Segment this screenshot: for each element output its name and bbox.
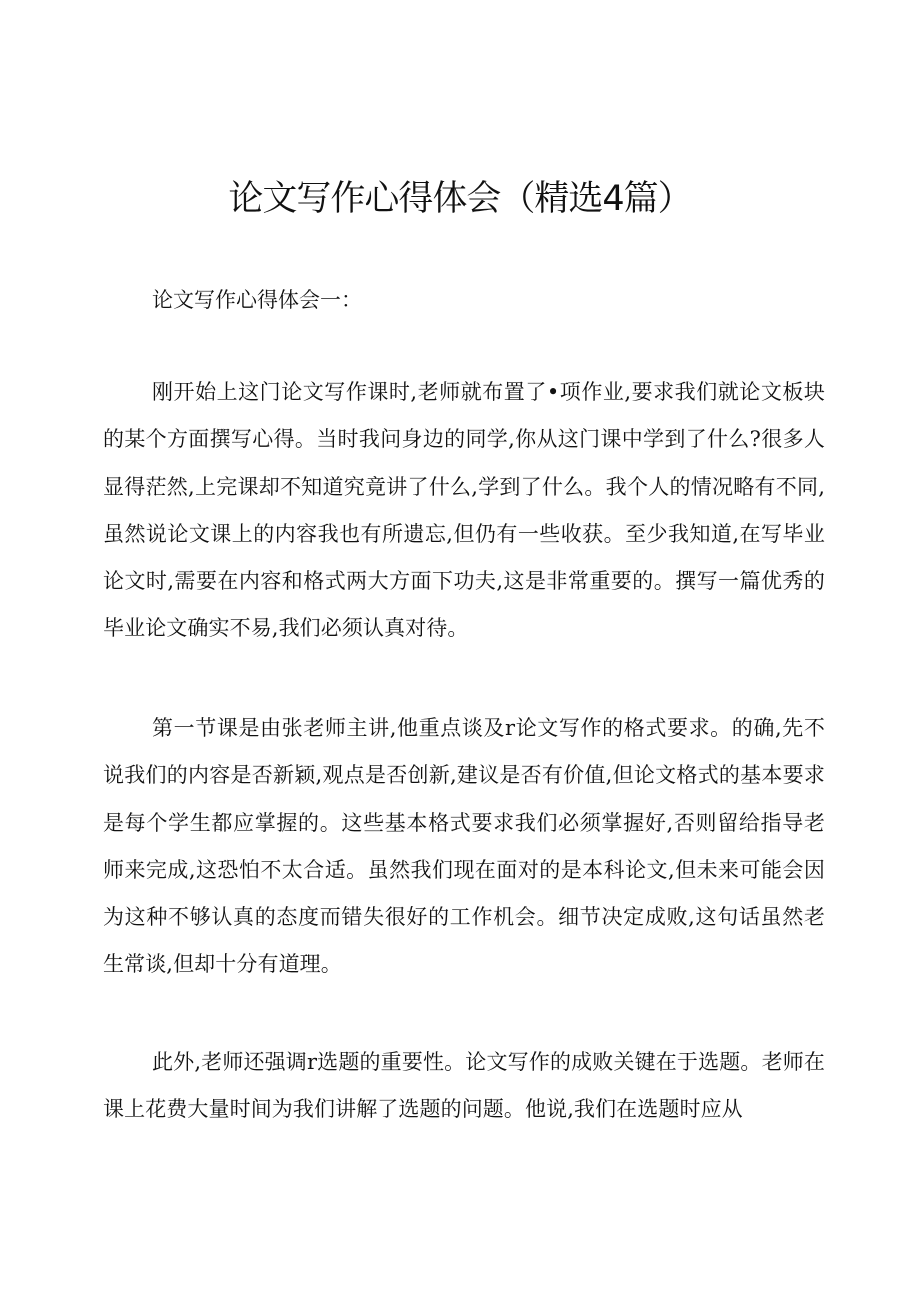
document-title: 论文写作心得体会（精选4篇） bbox=[228, 179, 692, 219]
section-heading: 论文写作心得体会一： bbox=[152, 288, 362, 312]
paragraph-1: 刚开始上这门论文写作课时,老师就布置了•项作业,要求我们就论文板块的某个方面撰写心得。当时我问身边的同学,你从这门课中学到了什么?很多人显得茫然,上完课却不知道究竟讲了什么,学到了什么。我个人的情况略有不同,虽然说论文课上的内容我也有所遗忘,但仍有一些收获。至少我知道,在写毕业论文时,需要在内容和格式两大方面下功夫,这是非常重要的。撰写一篇优秀的毕业论文确实不易,我们必须认真对待。 bbox=[103, 380, 825, 641]
paragraph-2: 第一节课是由张老师主讲,他重点谈及r论文写作的格式要求。的确,先不说我们的内容是否新颖,观点是否创新,建议是否有价值,但论文格式的基本要求是每个学生都应掌握的。这些基本格式要求我们必须掌握好,否则留给指导老师来完成,这恐怕不太合适。虽然我们现在面对的是本科论文,但未来可能会因为这种不够认真的态度而错失很好的工作机会。细节决定成败,这句话虽然老生常谈,但却十分有道理。 bbox=[103, 716, 825, 977]
paragraph-3: 此外,老师还强调r选题的重要性。论文写作的成败关键在于选题。老师在课上花费大量时间为我们讲解了选题的问题。他说,我们在选题时应从 bbox=[103, 1050, 825, 1122]
